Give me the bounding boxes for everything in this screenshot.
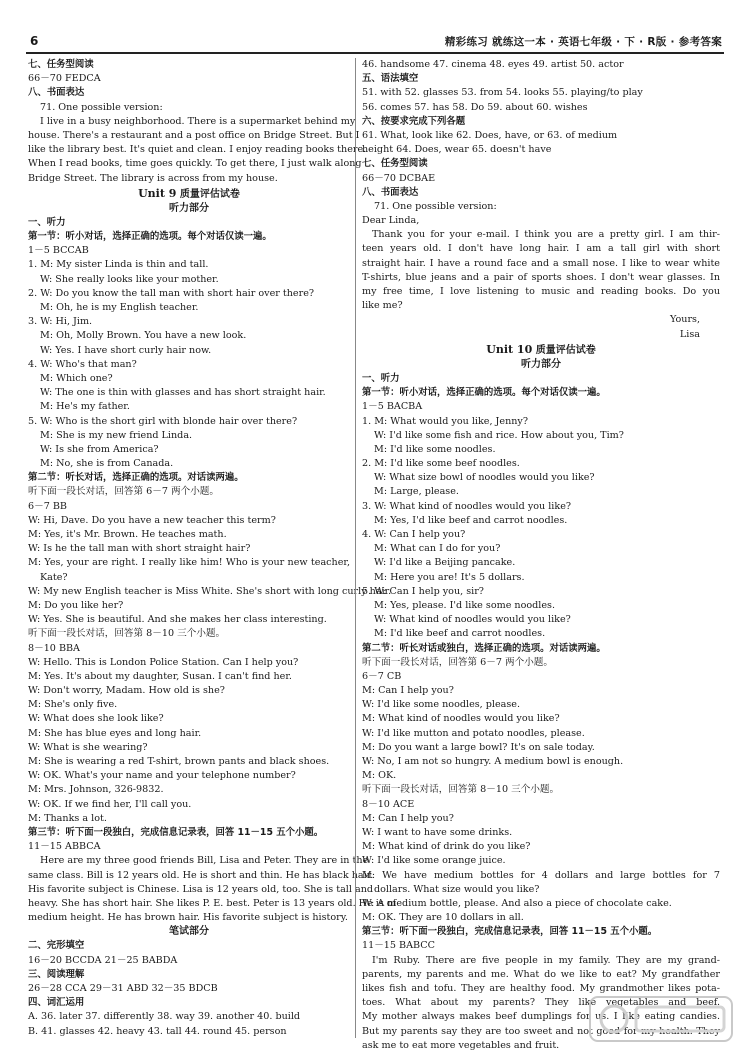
text-line: W: OK. What's your name and your telephone number?	[28, 770, 296, 782]
text-line: Dear Linda,	[362, 215, 420, 227]
page-header	[26, 26, 724, 54]
text-line: Bridge Street. The library is across from my house.	[28, 172, 278, 184]
text-line: 66－70 DCBAE	[362, 172, 436, 184]
text-line: 56. comes 57. has 58. Do 59. about 60. wishes	[362, 101, 588, 113]
text-line: M: What can I do for you?	[374, 543, 501, 555]
section-heading: 五、语法填空	[362, 73, 419, 85]
text-line: 1. M: What would you like, Jenny?	[362, 415, 528, 427]
text-line: M: Large, please.	[374, 486, 459, 498]
text-line: M: Which one?	[40, 372, 113, 384]
text-line: 听下面一段长对话，回答第 8－10 三个小题。	[362, 784, 560, 796]
text-line: 2. M: I'd like some beef noodles.	[362, 458, 520, 470]
text-line: 6－7 BB	[28, 500, 67, 512]
text-line: W: What does she look like?	[28, 713, 164, 725]
text-line: M: Can I help you?	[362, 812, 454, 824]
text-line: W: I want to have some drinks.	[362, 826, 513, 838]
text-line: W: Yes. She is beautiful. And she makes her class interesting.	[28, 614, 327, 626]
text-line: Here are my three good friends Bill, Lisa and Peter. They are in the	[40, 855, 369, 867]
text-line: W: I'd like some noodles, please.	[362, 699, 521, 711]
text-line: W: Hi, Dave. Do you have a new teacher this term?	[28, 514, 276, 526]
text-line: W: No, I am not so hungry. A medium bowl is enough.	[362, 756, 624, 767]
text-line: M: We have medium bottles for 4 dollars and large bottles for 7	[362, 869, 720, 881]
text-line: W: What is she wearing?	[28, 741, 148, 753]
text-line: W: The one is thin with glasses and has short straight hair.	[40, 387, 326, 399]
text-line: M: Yes. It's about my daughter, Susan. I can't find her.	[28, 670, 292, 682]
text-line: M: I'd like beef and carrot noodles.	[374, 628, 546, 640]
unit-subtitle: 质量评估试卷	[532, 344, 596, 356]
text-line: M: Here you are! It's 5 dollars.	[374, 571, 525, 583]
book-title: 精彩练习 就练这一本 · 英语七年级 · 下 · R版 · 参考答案	[444, 36, 722, 48]
text-line: M: Do you want a large bowl? It's on sale today.	[362, 741, 595, 753]
unit-title: Unit 9	[138, 186, 177, 200]
text-line: 3. W: What kind of noodles would you like?	[362, 500, 572, 512]
text-line: teen years old. I don't have long hair. I am a tall girl with short	[362, 243, 720, 255]
text-line: 6－7 CB	[362, 670, 402, 682]
text-line: W: I'd like mutton and potato noodles, please.	[362, 727, 585, 739]
text-line: height 64. Does, wear 65. doesn't have	[362, 144, 552, 156]
text-line: I'm Ruby. There are five people in my family. They are my grand-	[372, 954, 720, 966]
text-line: T-shirts, blue jeans and a pair of sports shoes. I don't wear glasses. In	[362, 271, 720, 283]
text-line: M: What kind of drink do you like?	[362, 841, 531, 853]
section-heading: 八、书面表达	[28, 87, 85, 99]
right-column	[362, 58, 720, 1053]
text-line: M: No, she is from Canada.	[40, 458, 174, 470]
text-line: M: Oh, Molly Brown. You have a new look.	[40, 330, 247, 342]
text-line: 71. One possible version:	[374, 200, 497, 212]
text-line: M: What kind of noodles would you like?	[362, 713, 560, 725]
text-line: 听下面一段长对话，回答第 6－7 两个小题。	[28, 486, 219, 498]
part-heading: 听力部分	[169, 202, 209, 214]
section-heading: 第三节：听下面一段独白，完成信息记录表，回答 11－15 五个小题。	[28, 826, 324, 838]
text-line: B. 41. glasses 42. heavy 43. tall 44. round 45. person	[28, 1025, 287, 1037]
text-line: W: What kind of noodles would you like?	[374, 614, 571, 626]
text-line: M: Yes, I'd like beef and carrot noodles.	[374, 514, 568, 526]
section-heading: 第二节：听长对话，选择正确的选项。对话读两遍。	[28, 472, 244, 484]
text-line: 66－70 FEDCA	[28, 73, 101, 85]
text-line: M: Yes, it's Mr. Brown. He teaches math.	[28, 529, 227, 540]
text-line: 5. W: Who is the short girl with blonde hair over there?	[28, 415, 298, 427]
text-line: M: Oh, he is my English teacher.	[40, 302, 199, 313]
text-line: M: She has blue eyes and long hair.	[28, 727, 202, 739]
text-line: 8－10 ACE	[362, 798, 415, 810]
watermark-logo	[586, 991, 736, 1047]
text-line: M: He's my father.	[40, 401, 130, 413]
section-heading: 七、任务型阅读	[28, 59, 94, 70]
text-line: medium height. He has brown hair. His favorite subject is history.	[28, 912, 348, 924]
text-line: M: Do you like her?	[28, 599, 124, 611]
text-line: W: Is she from America?	[40, 443, 159, 455]
section-heading: 一、听力	[362, 372, 400, 384]
section-heading: 一、听力	[28, 216, 66, 228]
unit-heading	[28, 186, 350, 202]
text-line: 16－20 BCCDA 21－25 BABDA	[28, 954, 178, 966]
text-line: M: She is wearing a red T-shirt, brown pants and black shoes.	[28, 756, 330, 767]
text-line: W: What size bowl of noodles would you like?	[374, 472, 595, 484]
text-line: W: OK. If we find her, I'll call you.	[28, 798, 192, 810]
text-line: my free time, I love listening to music and reading books. Do you	[362, 286, 720, 297]
text-line: 3. W: Hi, Jim.	[28, 316, 93, 328]
text-line: likes fish and tofu. They are healthy food. My grandmother likes pota-	[362, 983, 720, 994]
text-line: 4. W: Can I help you?	[362, 529, 466, 540]
text-line: like the library best. It's quiet and clean. I enjoy reading books there.	[28, 144, 367, 156]
text-line: 46. handsome 47. cinema 48. eyes 49. artist 50. actor	[362, 59, 624, 70]
section-heading: 六、按要求完成下列各题	[362, 115, 466, 127]
text-line: M: I'd like some noodles.	[374, 443, 496, 455]
text-line: M: OK. They are 10 dollars in all.	[362, 912, 524, 924]
section-heading: 第一节：听小对话，选择正确的选项。每个对话仅读一遍。	[28, 231, 272, 243]
text-line: W: Is he the tall man with short straight hair?	[28, 543, 251, 555]
text-line: M: OK.	[362, 770, 397, 782]
text-line: My mother always makes beef dumplings for us. I like eating candies.	[362, 1011, 720, 1023]
text-line: But my parents say they are too sweet and not good for my health. They	[362, 1025, 720, 1037]
text-line: dollars. What size would you like?	[374, 883, 540, 895]
text-line: Kate?	[40, 571, 68, 583]
text-line: M: She's only five.	[28, 699, 118, 711]
text-line: 5. W: Can I help you, sir?	[362, 585, 484, 597]
text-line: W: I'd like some fish and rice. How about you, Tim?	[374, 429, 624, 441]
text-line: straight hair. I have a round face and a small nose. I like to wear white	[362, 257, 720, 269]
text-line: parents, my parents and me. What do we like to eat? My grandfather	[362, 968, 720, 980]
text-line: same class. Bill is 12 years old. He is short and thin. He has black hair.	[28, 869, 374, 881]
text-line: W: I'd like a Beijing pancake.	[374, 557, 516, 569]
section-heading: 第二节：听长对话或独白，选择正确的选项。对话读两遍。	[362, 642, 606, 654]
text-line: 2. W: Do you know the tall man with short hair over there?	[28, 287, 315, 299]
section-heading: 七、任务型阅读	[362, 158, 428, 170]
text-line: 71. One possible version:	[40, 101, 163, 113]
text-line: Lisa	[679, 328, 700, 340]
text-line: M: Can I help you?	[362, 685, 454, 697]
text-line: 26－28 CCA 29－31 ABD 32－35 BDCB	[28, 983, 218, 994]
part-heading: 听力部分	[521, 358, 561, 370]
text-line: M: Mrs. Johnson, 326-9832.	[28, 784, 164, 796]
text-line: house. There's a restaurant and a post office on Bridge Street. But I	[28, 129, 360, 141]
text-line: ask me to eat more vegetables and fruit.	[362, 1039, 560, 1051]
text-line: Yours,	[669, 314, 700, 326]
text-line: 听下面一段长对话，回答第 8－10 三个小题。	[28, 628, 226, 640]
text-line: 听下面一段长对话，回答第 6－7 两个小题。	[362, 656, 553, 668]
text-line: W: She really looks like your mother.	[40, 273, 219, 285]
text-line: M: Thanks a lot.	[28, 812, 107, 824]
text-line: 1－5 BACBA	[362, 401, 423, 413]
text-line: W: Yes. I have short curly hair now.	[40, 344, 212, 356]
text-line: 1－5 BCCAB	[28, 245, 89, 257]
unit-heading	[362, 342, 720, 358]
text-line: W: Hello. This is London Police Station. Can I help you?	[28, 656, 299, 668]
text-line: M: She is my new friend Linda.	[40, 429, 193, 441]
page-number: 6	[30, 34, 39, 48]
unit-subtitle: 质量评估试卷	[176, 188, 240, 200]
text-line: M: Yes, please. I'd like some noodles.	[374, 599, 556, 611]
text-line: W: My new English teacher is Miss White. She's short with long curly hair.	[28, 585, 392, 597]
text-line: 1. M: My sister Linda is thin and tall.	[28, 259, 209, 271]
text-line: W: Don't worry, Madam. How old is she?	[28, 685, 225, 697]
unit-title: Unit 10	[486, 342, 533, 356]
text-line: M: Yes, your are right. I really like him! Who is your new teacher,	[28, 557, 350, 569]
section-heading: 三、阅读理解	[28, 968, 85, 980]
text-line: When I read books, time goes quickly. To get there, I just walk along	[28, 158, 362, 170]
text-line: 11－15 BABCC	[362, 940, 435, 952]
text-line: 11－15 ABBCA	[28, 841, 101, 853]
text-line: 8－10 BBA	[28, 642, 80, 654]
text-line: heavy. She has short hair. She likes P. E. best. Peter is 13 years old. He is of	[28, 897, 397, 909]
column-divider	[355, 58, 356, 1038]
section-heading: 第一节：听小对话，选择正确的选项。每个对话仅读一遍。	[362, 387, 606, 399]
text-line: Thank you for your e-mail. I think you are a pretty girl. I am thir-	[372, 229, 720, 241]
section-heading: 第三节：听下面一段独白，完成信息记录表，回答 11－15 五个小题。	[362, 926, 658, 938]
text-line: 4. W: Who's that man?	[28, 358, 137, 370]
text-line: His favorite subject is Chinese. Lisa is 12 years old, too. She is tall and	[28, 883, 374, 895]
section-heading: 四、词汇运用	[28, 997, 85, 1009]
text-line: W: A medium bottle, please. And also a piece of chocolate cake.	[362, 897, 672, 909]
section-heading: 二、完形填空	[28, 940, 85, 952]
text-line: toes. What about my parents? They like vegetables and beef.	[362, 997, 720, 1009]
text-line: W: I'd like some orange juice.	[362, 855, 506, 867]
section-heading: 八、书面表达	[362, 186, 419, 198]
part-heading: 笔试部分	[169, 926, 209, 938]
text-line: 61. What, look like 62. Does, have, or 63. of medium	[362, 129, 618, 141]
text-line: A. 36. later 37. differently 38. way 39. another 40. build	[28, 1011, 301, 1023]
text-line: I live in a busy neighborhood. There is a supermarket behind my	[40, 115, 356, 127]
text-line: like me?	[362, 300, 403, 312]
text-line: 51. with 52. glasses 53. from 54. looks 55. playing/to play	[362, 87, 643, 99]
